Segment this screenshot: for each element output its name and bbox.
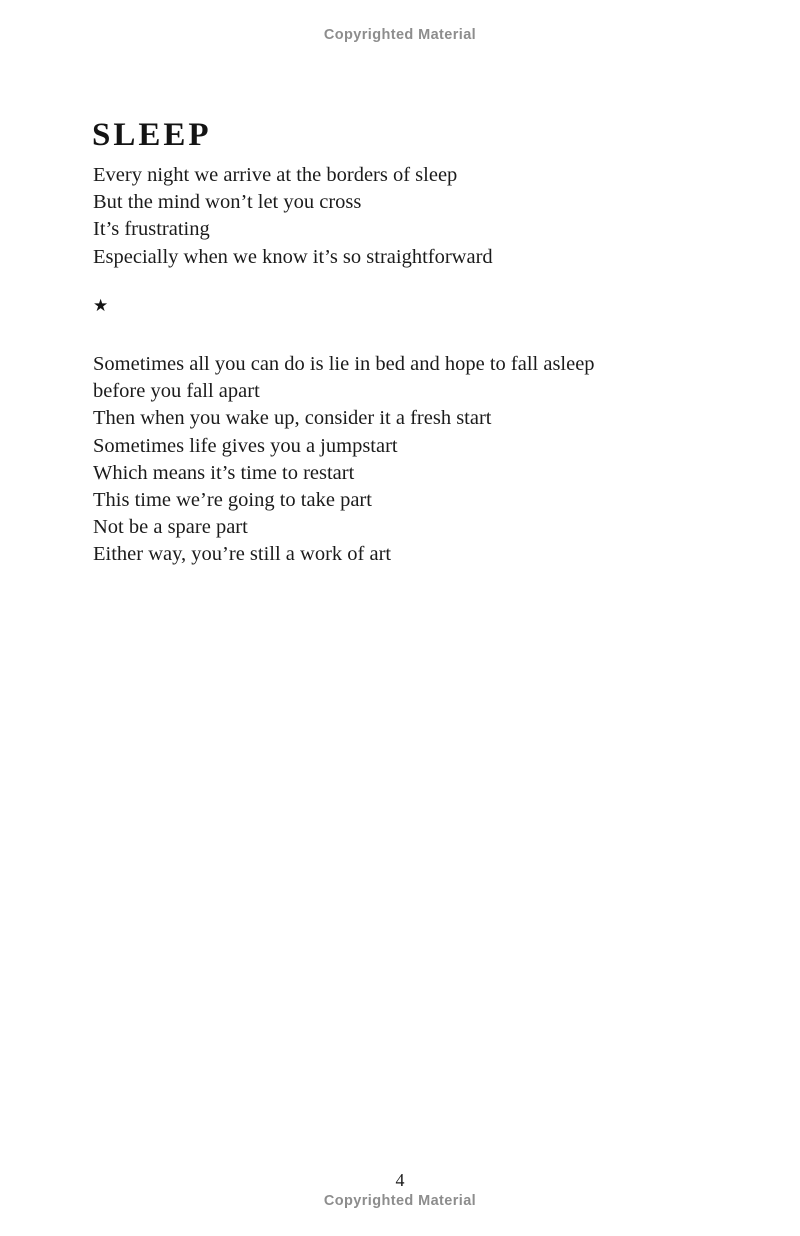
poem-line: Not be a spare part xyxy=(93,516,248,539)
poem-line: before you fall apart xyxy=(93,380,260,403)
page-number: 4 xyxy=(395,1170,405,1190)
star-icon: ★ xyxy=(93,296,109,315)
poem-line: This time we’re going to take part xyxy=(93,489,372,512)
poem-line: But the mind won’t let you cross xyxy=(93,191,362,214)
poem-line: It’s frustrating xyxy=(93,218,210,241)
poem-line: Sometimes all you can do is lie in bed and hope to fall asleep xyxy=(93,353,595,375)
poem-stanza-2 xyxy=(93,351,595,569)
poem-line: Either way, you’re still a work of art xyxy=(93,543,392,566)
poem-title: SLEEP xyxy=(92,117,212,154)
poem-line: Which means it’s time to restart xyxy=(93,461,355,484)
poem-line: Sometimes life gives you a jumpstart xyxy=(93,434,398,457)
poem-line: Every night we arrive at the borders of sleep xyxy=(93,164,458,186)
poem-line: Then when you wake up, consider it a fresh start xyxy=(93,407,492,430)
copyright-notice-top: Copyrighted Material xyxy=(323,27,477,43)
poem-stanza-1 xyxy=(93,162,493,271)
copyright-notice-bottom: Copyrighted Material xyxy=(323,1193,477,1209)
poem-line: Especially when we know it’s so straightforward xyxy=(93,245,493,268)
